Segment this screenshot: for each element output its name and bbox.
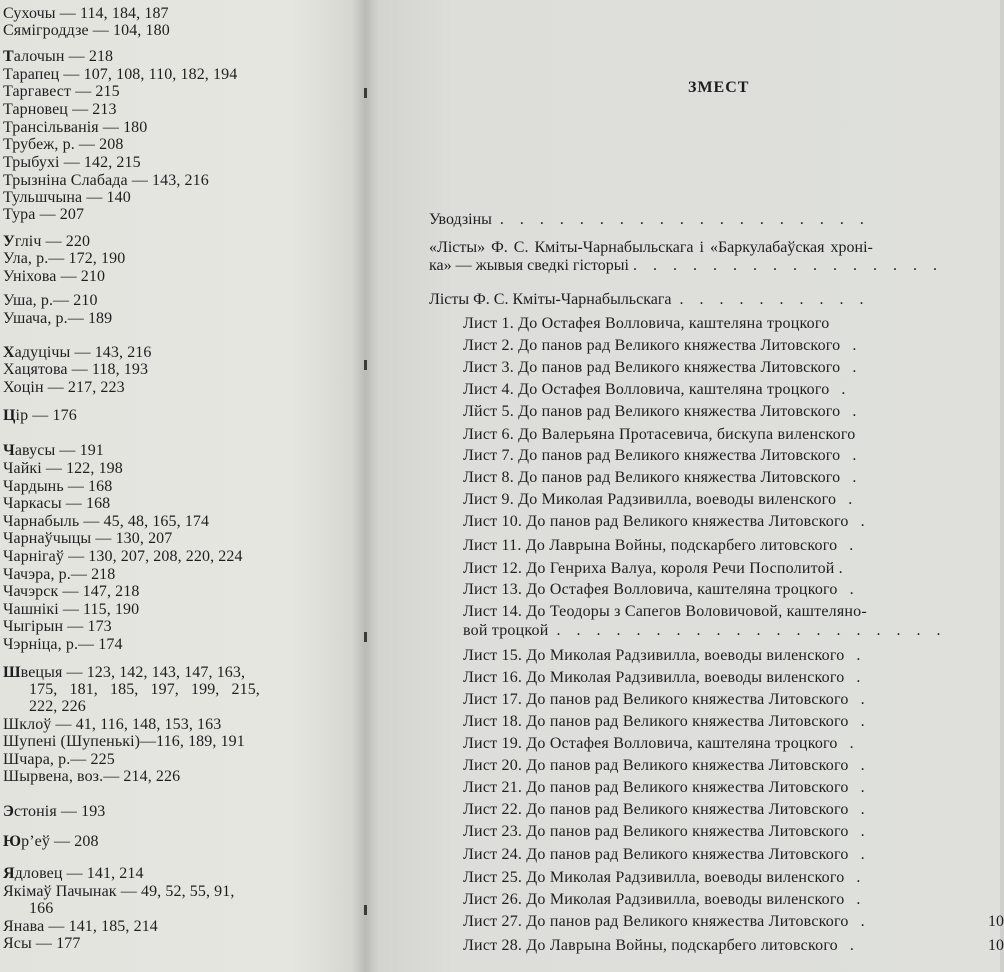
- toc-entry: Лист 28. До Лаврына Войны, подскарбего литовского .: [463, 937, 854, 954]
- index-entry: Тура — 207: [3, 206, 85, 223]
- index-entry: Ула, р.— 172, 190: [3, 250, 126, 267]
- index-entry: Юр’еў — 208: [3, 833, 99, 850]
- toc-entry: Лист 20. До панов рад Великого княжества Литовского .: [463, 757, 865, 774]
- index-entry: Хоцін — 217, 223: [3, 379, 125, 396]
- index-entry: Чаркасы — 168: [3, 495, 111, 512]
- index-entry: Ядловец — 141, 214: [3, 865, 144, 882]
- index-entry: Талочын — 218: [3, 48, 114, 65]
- toc-entry: Лист 25. До Миколая Радзивилла, воеводы виленского .: [463, 869, 861, 886]
- toc-entry: Лист 6. До Валерьяна Протасевича, бискупа виленского: [463, 426, 856, 443]
- index-entry: Трансільванія — 180: [3, 119, 148, 136]
- toc-entry: Лист 7. До панов рад Великого княжества Литовского .: [463, 447, 857, 464]
- index-entry: Чарнігаў — 130, 207, 208, 220, 224: [3, 548, 243, 565]
- index-entry: Чардынь — 168: [3, 478, 113, 495]
- index-entry: Тарапец — 107, 108, 110, 182, 194: [3, 66, 238, 83]
- index-entry: Чарнаўчыцы — 130, 207: [3, 530, 173, 547]
- index-entry: Швецыя — 123, 142, 143, 147, 163,: [3, 664, 246, 681]
- toc-entry: Лист 13. До Остафея Волловича, каштеляна троцкого .: [463, 581, 854, 598]
- toc-title: ЗМЕСТ: [688, 79, 750, 96]
- toc-entry: Лист 2. До панов рад Великого княжества Литовского .: [463, 337, 857, 354]
- toc-entry: Лист 27. До панов рад Великого княжества Литовского .: [463, 913, 865, 930]
- index-entry: Ясы — 177: [3, 935, 81, 952]
- index-entry: Шырвена, воз.— 214, 226: [3, 768, 181, 785]
- index-entry: Трыбухі — 142, 215: [3, 154, 141, 171]
- toc-entry: Лист 8. До панов рад Великого княжества Литовского .: [463, 469, 857, 486]
- binding-stitch: [364, 360, 367, 370]
- index-entry: Ушача, р.— 189: [3, 310, 113, 327]
- index-entry: Чарнабыль — 45, 48, 165, 174: [3, 513, 210, 530]
- index-entry: Угліч — 220: [3, 233, 91, 250]
- toc-entry: Лист 21. До панов рад Великого княжества Литовского .: [463, 779, 865, 796]
- index-entry: Хацятова — 118, 193: [3, 361, 149, 378]
- toc-section: «Лісты» Ф. С. Кміты-Чарнабыльскага і «Баркулабаўская хроні-: [429, 239, 873, 256]
- index-entry: Трубеж, р. — 208: [3, 136, 124, 153]
- binding-stitch: [364, 632, 367, 642]
- toc-entry: Лист 9. До Миколая Радзивилла, воеводы виленского .: [463, 491, 853, 508]
- toc-entry: вой троцкой . . . . . . . . . . . . . . . . . . . .: [463, 622, 947, 639]
- toc-entry: Лист 23. До панов рад Великого княжества Литовского .: [463, 823, 865, 840]
- toc-entry: Лист 4. До Остафея Волловича, каштеляна троцкого .: [463, 381, 846, 398]
- toc-section: Уводзіны . . . . . . . . . . . . . . . . . . .: [429, 211, 870, 228]
- book-gutter: [352, 0, 382, 972]
- index-entry: Тульшчына — 140: [3, 189, 131, 206]
- binding-stitch: [364, 88, 367, 98]
- toc-entry: Лист 26. До Миколая Радзивилла, воеводы виленского .: [463, 891, 861, 908]
- toc-entry: Лист 14. До Теодоры з Сапегов Воловичовой, каштеляно-: [463, 603, 867, 620]
- index-entry: Цір — 176: [3, 407, 77, 424]
- index-entry: Хадуцічы — 143, 216: [3, 344, 152, 361]
- index-entry: Шчара, р.— 225: [3, 751, 115, 768]
- index-entry: Янава — 141, 185, 214: [3, 918, 158, 935]
- index-entry: Чыгірын — 173: [3, 618, 112, 635]
- toc-entry: Лист 3. До панов рад Великого княжества Литовского .: [463, 359, 857, 376]
- toc-entry: Лист 10. До панов рад Великого княжества Литовского .: [463, 513, 865, 530]
- index-entry: Сямігроддзе — 104, 180: [3, 22, 170, 39]
- toc-section: Лісты Ф. С. Кміты-Чарнабыльскага . . . . . . . . . .: [429, 291, 870, 308]
- index-entry: Уша, р.— 210: [3, 292, 98, 309]
- toc-entry: Лист 12. До Генриха Валуа, короля Речи Посполитой .: [463, 560, 843, 577]
- toc-entry: Лист 24. До панов рад Великого княжества Литовского .: [463, 846, 865, 863]
- toc-entry: Лист 15. До Миколая Радзивилла, воеводы виленского .: [463, 647, 861, 664]
- index-entry-continuation: 166: [29, 900, 54, 917]
- index-entry: Тарновец — 213: [3, 101, 117, 118]
- toc-entry: Лист 18. До панов рад Великого княжества Литовского .: [463, 713, 865, 730]
- index-entry: Шупені (Шупенькі)—116, 189, 191: [3, 733, 245, 750]
- index-entry: Чэрніца, р.— 174: [3, 636, 123, 653]
- toc-entry: Лист 17. До панов рад Великого княжества Литовского .: [463, 691, 865, 708]
- toc-entry: Лист 1. До Остафея Волловича, каштеляна троцкого: [463, 315, 830, 332]
- toc-entry: Лйст 5. До панов рад Великого княжества Литовского .: [463, 403, 857, 420]
- index-entry: Трызніна Слабада — 143, 216: [3, 172, 209, 189]
- index-entry: Эстонія — 193: [3, 803, 106, 820]
- page-number-cut: 10: [988, 937, 1004, 954]
- index-entry: Чачэра, р.— 218: [3, 566, 116, 583]
- toc-entry: Лист 22. До панов рад Великого княжества Литовского .: [463, 801, 865, 818]
- toc-entry: Лист 11. До Лаврына Войны, подскарбего литовского .: [463, 537, 854, 554]
- index-entry: Якімаў Пачынак — 49, 52, 55, 91,: [3, 883, 235, 900]
- toc-entry: Лист 16. До Миколая Радзивилла, воеводы виленского .: [463, 669, 861, 686]
- index-entry-continuation: 222, 226: [29, 698, 86, 715]
- binding-stitch: [364, 905, 367, 915]
- toc-entry: Лист 19. До Остафея Волловича, каштеляна троцкого .: [463, 735, 854, 752]
- index-entry: Чашнікі — 115, 190: [3, 601, 140, 618]
- index-entry: Чачэрск — 147, 218: [3, 583, 140, 600]
- index-entry: Чайкі — 122, 198: [3, 460, 123, 477]
- page-number-cut: 10: [988, 913, 1004, 930]
- index-entry: Уніхова — 210: [3, 268, 106, 285]
- index-entry: Таргавест — 215: [3, 83, 120, 100]
- index-entry-continuation: 175, 181, 185, 197, 199, 215,: [29, 681, 260, 698]
- index-entry: Сухочы — 114, 184, 187: [3, 5, 169, 22]
- index-entry: Шклоў — 41, 116, 148, 153, 163: [3, 716, 222, 733]
- toc-section: ка» — жывыя сведкі гісторыі . . . . . . . . . . . . . . . .: [429, 257, 943, 274]
- index-entry: Чавусы — 191: [3, 442, 104, 459]
